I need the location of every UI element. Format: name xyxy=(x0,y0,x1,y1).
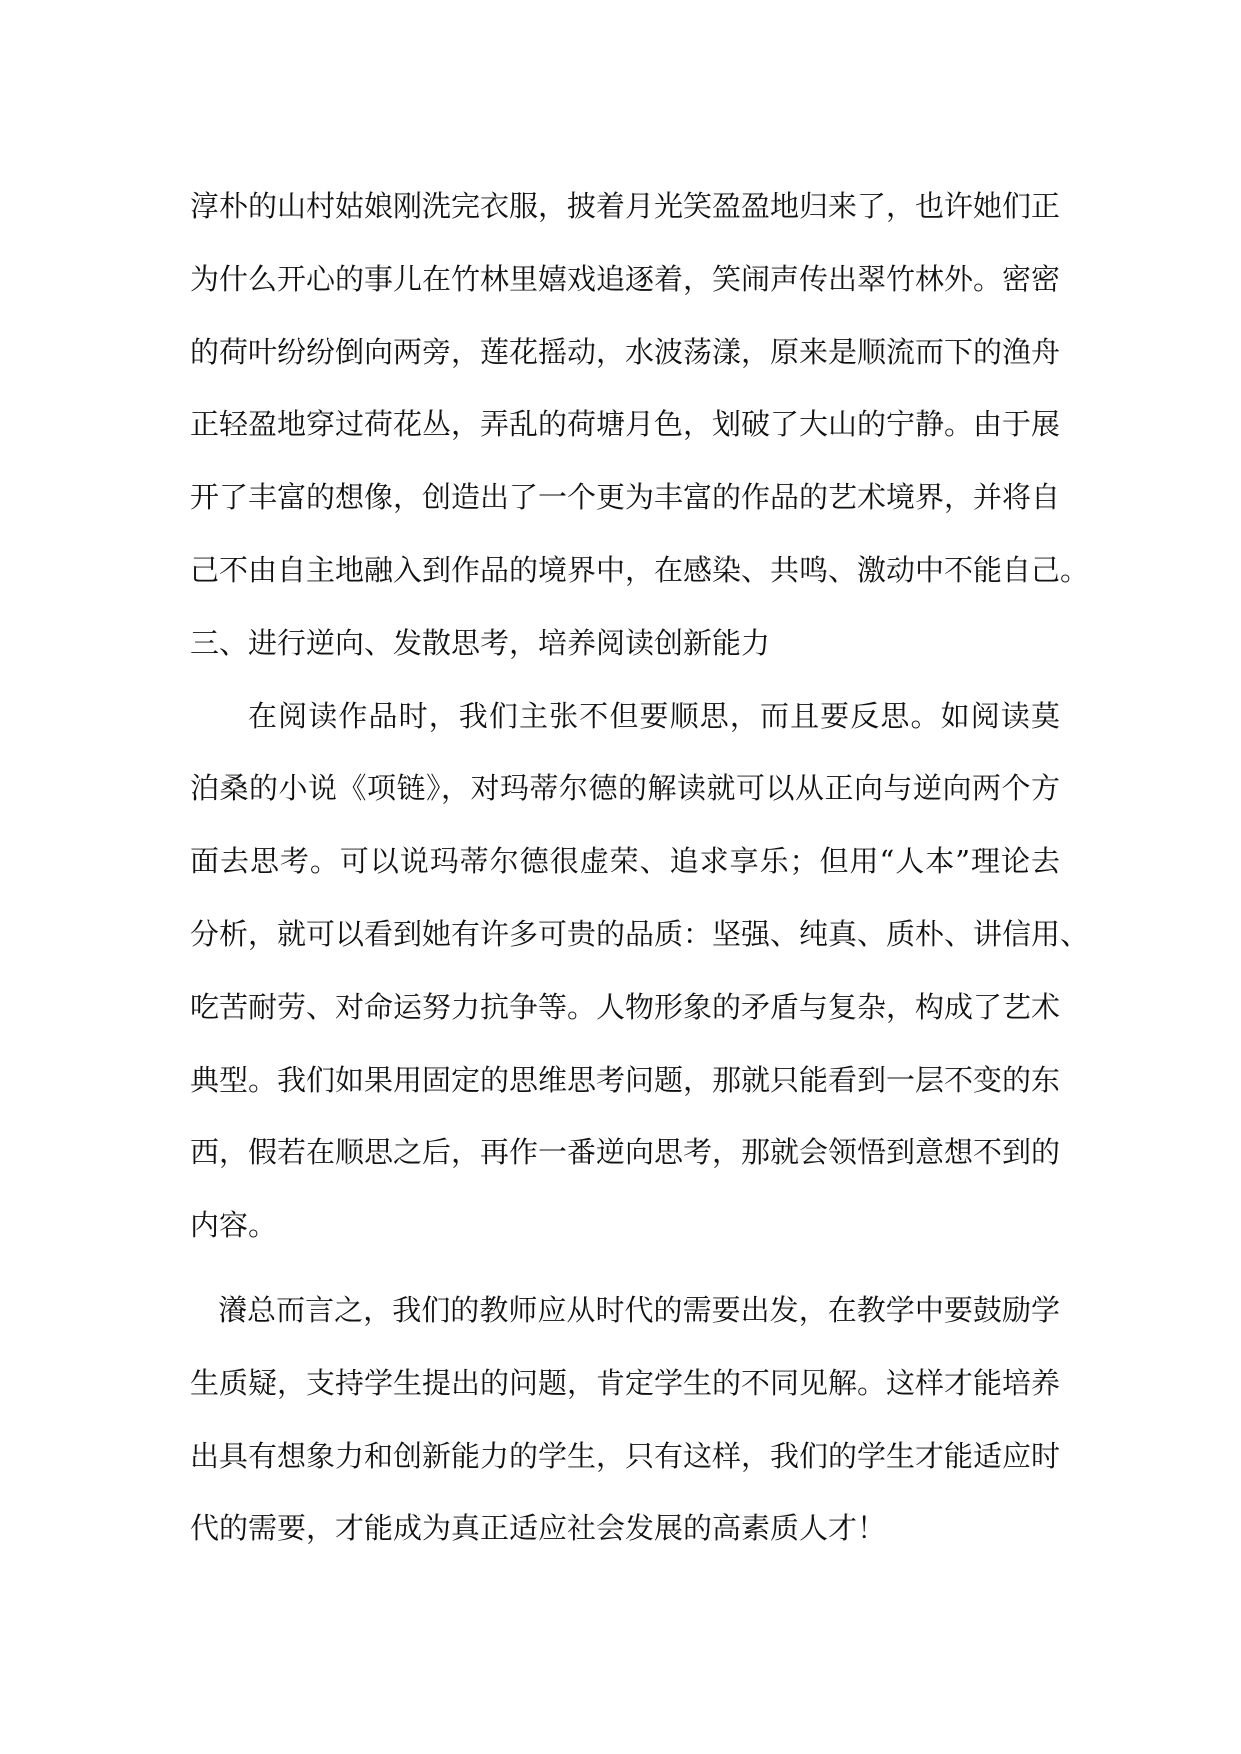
text-line: 正轻盈地穿过荷花丛，弄乱的荷塘月色，划破了大山的宁静。由于展 xyxy=(190,407,1061,442)
text-line: 开了丰富的想像，创造出了一个更为丰富的作品的艺术境界，并将自 xyxy=(190,480,1061,515)
text-line: 的荷叶纷纷倒向两旁，莲花摇动，水波荡漾，原来是顺流而下的渔舟 xyxy=(190,334,1061,369)
paragraph-gap xyxy=(190,1262,1060,1274)
text-line: 泊桑的小说《项链》，对玛蒂尔德的解读就可以从正向与逆向两个方 xyxy=(190,771,1060,806)
text-line: 己不由自主地融入到作品的境界中，在感染、共鸣、激动中不能自己。 xyxy=(190,552,1090,587)
text-line: 分析，就可以看到她有许多可贵的品质：坚强、纯真、质朴、讲信用、 xyxy=(190,916,1090,951)
text-line: 吃苦耐劳、对命运努力抗争等。人物形象的矛盾与复杂，构成了艺术 xyxy=(190,989,1061,1024)
text-line: 为什么开心的事儿在竹林里嬉戏追逐着，笑闹声传出翠竹林外。密密 xyxy=(190,261,1061,296)
section-heading: 三、进行逆向、发散思考，培养阅读创新能力 xyxy=(190,625,771,660)
text-line: 出具有想象力和创新能力的学生，只有这样，我们的学生才能适应时 xyxy=(190,1438,1061,1473)
text-line: 西，假若在顺思之后，再作一番逆向思考，那就会领悟到意想不到的 xyxy=(190,1135,1061,1170)
text-line: 瀁总而言之，我们的教师应从时代的需要出发，在教学中要鼓励学 xyxy=(218,1292,1060,1327)
text-line: 内容。 xyxy=(190,1208,278,1243)
text-line: 典型。我们如果用固定的思维思考问题，那就只能看到一层不变的东 xyxy=(190,1062,1061,1097)
text-line: 生质疑，支持学生提出的问题，肯定学生的不同见解。这样才能培养 xyxy=(190,1365,1061,1400)
text-line: 代的需要，才能成为真正适应社会发展的高素质人才！ xyxy=(190,1511,887,1546)
text-line: 在阅读作品时，我们主张不但要顺思，而且要反思。如阅读莫 xyxy=(248,698,1060,733)
text-line: 淳朴的山村姑娘刚洗完衣服，披着月光笑盈盈地归来了，也许她们正 xyxy=(190,189,1061,223)
document-body xyxy=(190,170,1090,1565)
text-line: 面去思考。可以说玛蒂尔德很虚荣、追求享乐；但用“人本”理论去 xyxy=(190,844,1060,879)
